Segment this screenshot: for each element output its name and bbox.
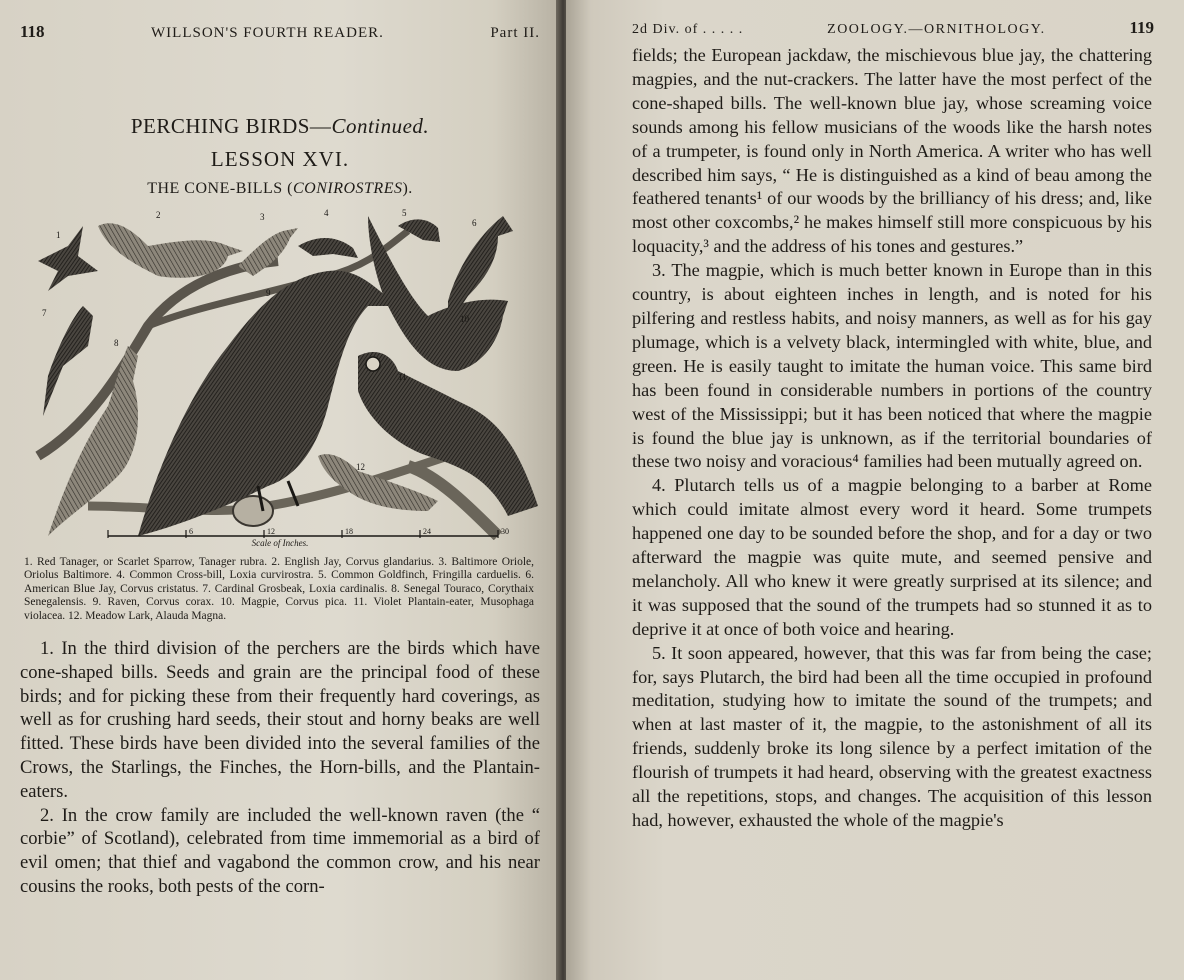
scale-tick-label: 18 — [345, 527, 353, 536]
paragraph: 1. In the third division of the perchers are the birds which have cone-shaped bills. Seeds and grain are the principal food of these birds; and for picking these from their frequently hard coverings, as well as for crushing hard seeds, their stout and horny beaks are well fitted. These birds have been divided into the several families of the Crows, the Starlings, the Finches, the Horn-bills, and the Plantain-eaters. — [20, 638, 540, 802]
paragraph: 5. It soon appeared, however, that this was far from being the case; for, says Plutarch, the bird had been all the time occupied in profound meditation, studying how to imitate the sound of the trumpets; and when at last master of it, the magpie, to the astonishment of all its friends, suddenly broke its long silence by a perfect imitation of the flourish of trumpets it had heard, observing with the greatest exactness all the repetitions, stops, and changes. The acquisition of this lesson had, however, exhausted the whole of the magpie's — [632, 642, 1152, 830]
section-title — [20, 114, 540, 139]
figure-number: 7 — [42, 308, 47, 318]
figure-number: 12 — [356, 462, 365, 472]
section-title-text: PERCHING BIRDS— — [130, 114, 332, 138]
right-page-number: 119 — [1129, 18, 1154, 37]
paragraph: 2. In the crow family are included the well-known raven (the “ corbie” of Scotland), celebrated from time immemorial as a bird of evil omen; that thief and vagabond the common crow, and his near cousins the rooks, both pests of the corn- — [20, 804, 540, 897]
right-body-text — [632, 44, 1152, 833]
figure-number: 5 — [402, 208, 407, 218]
figure-number: 2 — [156, 210, 161, 220]
left-running-head — [20, 22, 540, 48]
lesson-subtitle-italic: CONIROSTRES — [292, 180, 403, 197]
bird-4 — [298, 238, 358, 258]
left-page-number: 118 — [20, 22, 45, 41]
right-header-division: 2d Div. of . . . . . — [632, 22, 744, 37]
stump — [233, 496, 273, 526]
scale-tick-label: 12 — [267, 527, 275, 536]
right-running-head — [632, 18, 1154, 44]
lesson-subtitle-text: THE CONE-BILLS ( — [147, 180, 293, 197]
scale-tick-label: 30 — [501, 527, 509, 536]
left-body-text — [20, 637, 540, 899]
section-title-italic: Continued. — [331, 114, 430, 138]
figure-caption: 1. Red Tanager, or Scarlet Sparrow, Tanager rubra. 2. English Jay, Corvus glandarius. 3. Baltimore Oriole, Oriolus Baltimore. 4. Common Cross-bill, Loxia curvirostra. 5. Common Goldfinch, Fringilla carduelis. 6. American Blue Jay, Corvus cristatus. 7. Cardinal Grosbeak, Loxia cardinalis. 8. Senegal Touraco, Corythaix Senegalensis. 9. Raven, Corvus corax. 10. Magpie, Corvus pica. 11. Violet Plantain-eater, Musophaga violacea. 12. Meadow Lark, Alauda Magna. — [24, 556, 534, 622]
bird-engraving-svg — [28, 206, 540, 540]
bird-engraving-illustration — [28, 206, 540, 540]
left-header-part: Part II. — [490, 25, 540, 41]
scale-tick-label: 6 — [189, 527, 193, 536]
bird-1 — [38, 226, 98, 291]
figure-number: 3 — [260, 212, 265, 222]
figure-number: 9 — [266, 288, 271, 298]
left-header-title: WILLSON'S FOURTH READER. — [151, 25, 384, 41]
figure-number: 4 — [324, 208, 329, 218]
figure-number: 6 — [472, 218, 477, 228]
left-page — [0, 0, 560, 980]
bird-3 — [238, 228, 298, 276]
right-page — [566, 0, 1184, 980]
scale-tick-label: 24 — [423, 527, 431, 536]
figure-number: 10 — [460, 314, 469, 324]
lesson-subtitle — [20, 180, 540, 198]
right-header-title: ZOOLOGY.—ORNITHOLOGY. — [827, 22, 1046, 37]
bird-11-head — [366, 357, 380, 371]
figure-number: 8 — [114, 338, 119, 348]
paragraph: 4. Plutarch tells us of a magpie belonging to a barber at Rome which could imitate almost every word it heard. Some trumpets happened one day to be sounded before the shop, and for a day or two afterward the magpie was quite mute, and seemed pensive and melancholy. All who knew it were greatly surprised at its silence; and it was supposed that the sound of the trumpets had so stunned it as to deprive it at once of both voice and hearing. — [632, 475, 1152, 639]
lesson-subtitle-end: ). — [402, 180, 413, 197]
paragraph: 3. The magpie, which is much better known in Europe than in this country, is about eighteen inches in length, and is noted for his pilfering and restless habits, and noisy manners, as well as for his gay plumage, which is a velvety black, intermingled with white, blue, and green. He is easily taught to imitate the human voice. This same bird has been found in considerable numbers in portions of the country west of the Mississippi; but it has been noticed that where the magpie is found the blue jay is unknown, as if the territorial boundaries of these two noisy and voracious⁴ families had been mutually agreed on. — [632, 260, 1152, 472]
paragraph: fields; the European jackdaw, the mischievous blue jay, the chattering magpies, and the nut-crackers. The latter have the most perfect of the cone-shaped bills. The well-known blue jay, whose screaming voice sounds among his fellow musicians of the woods like the harsh notes of a trumpeter, is found only in North America. A writer who has well described him says, “ He is distinguished as a kind of beau among the feathered tenants¹ of our woods by the brilliancy of his dress; and, like most other coxcombs,² he makes himself still more conspicuous by his loquacity,³ and the address of his tones and gestures.” — [632, 45, 1152, 257]
scale-label: Scale of Inches. — [251, 538, 309, 548]
lesson-title: LESSON XVI. — [210, 147, 350, 171]
figure-number: 11 — [398, 372, 407, 382]
figure-number: 1 — [56, 230, 61, 240]
bird-7 — [43, 306, 93, 416]
